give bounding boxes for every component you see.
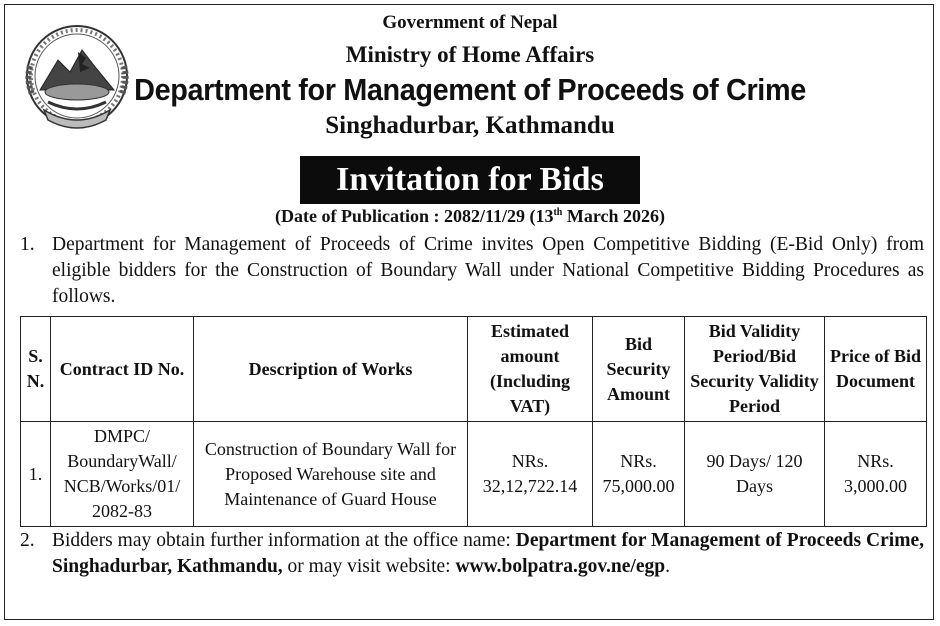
location-title: Singhadurbar, Kathmandu	[325, 112, 615, 139]
cell-price: NRs. 3,000.00	[825, 422, 927, 527]
government-title: Government of Nepal	[382, 12, 558, 33]
cell-sn: 1.	[21, 422, 51, 527]
notice-title-banner: Invitation for Bids	[300, 156, 640, 204]
paragraph-further-info	[20, 528, 924, 612]
cell-estimated-amount: NRs. 32,12,722.14	[468, 422, 593, 527]
header-price: Price of Bid Document	[825, 317, 927, 422]
department-title: Department for Management of Proceeds of Crime	[134, 72, 806, 107]
office-name: Department for Management of Proceeds Crime, Singhadurbar, Kathmandu,	[52, 530, 924, 577]
table-row	[21, 422, 927, 527]
cell-bid-security: NRs. 75,000.00	[593, 422, 685, 527]
paragraph-number: 2.	[20, 530, 35, 551]
website-link[interactable]: www.bolpatra.gov.ne/egp	[455, 556, 666, 577]
header-validity: Bid Validity Period/Bid Security Validity Period	[685, 317, 825, 422]
header-sn: S. N.	[21, 317, 51, 422]
header-description: Description of Works	[194, 317, 468, 422]
header-estimated-amount: Estimated amount (Including VAT)	[468, 317, 593, 422]
paragraph-text: Department for Management of Proceeds of Crime invites Open Competitive Bidding (E-Bid Only) from eligible bidders for the Construction of Boundary Wall under National Competitive Bidding Procedures as follows.	[52, 234, 924, 307]
paragraph-number: 1.	[20, 234, 35, 255]
header-bid-security: Bid Security Amount	[593, 317, 685, 422]
publication-date: (Date of Publication : 2082/11/29 (13th March 2026)	[274, 206, 666, 226]
paragraph-text: Bidders may obtain further information at the office name: Department for Management of Proceeds Crime, Singhadurbar, Kathmandu, or may visit website: www.bolpatra.gov.ne/egp.	[52, 530, 924, 577]
cell-description: Construction of Boundary Wall for Proposed Warehouse site and Maintenance of Guard House	[194, 422, 468, 527]
cell-contract-id: DMPC/ BoundaryWall/ NCB/Works/01/ 2082-83	[51, 422, 194, 527]
table-header-row	[21, 317, 927, 422]
ministry-title: Ministry of Home Affairs	[345, 42, 595, 67]
bid-details-table	[20, 316, 927, 527]
header-contract-id: Contract ID No.	[51, 317, 194, 422]
paragraph-invitation	[20, 232, 924, 312]
cell-validity: 90 Days/ 120 Days	[685, 422, 825, 527]
